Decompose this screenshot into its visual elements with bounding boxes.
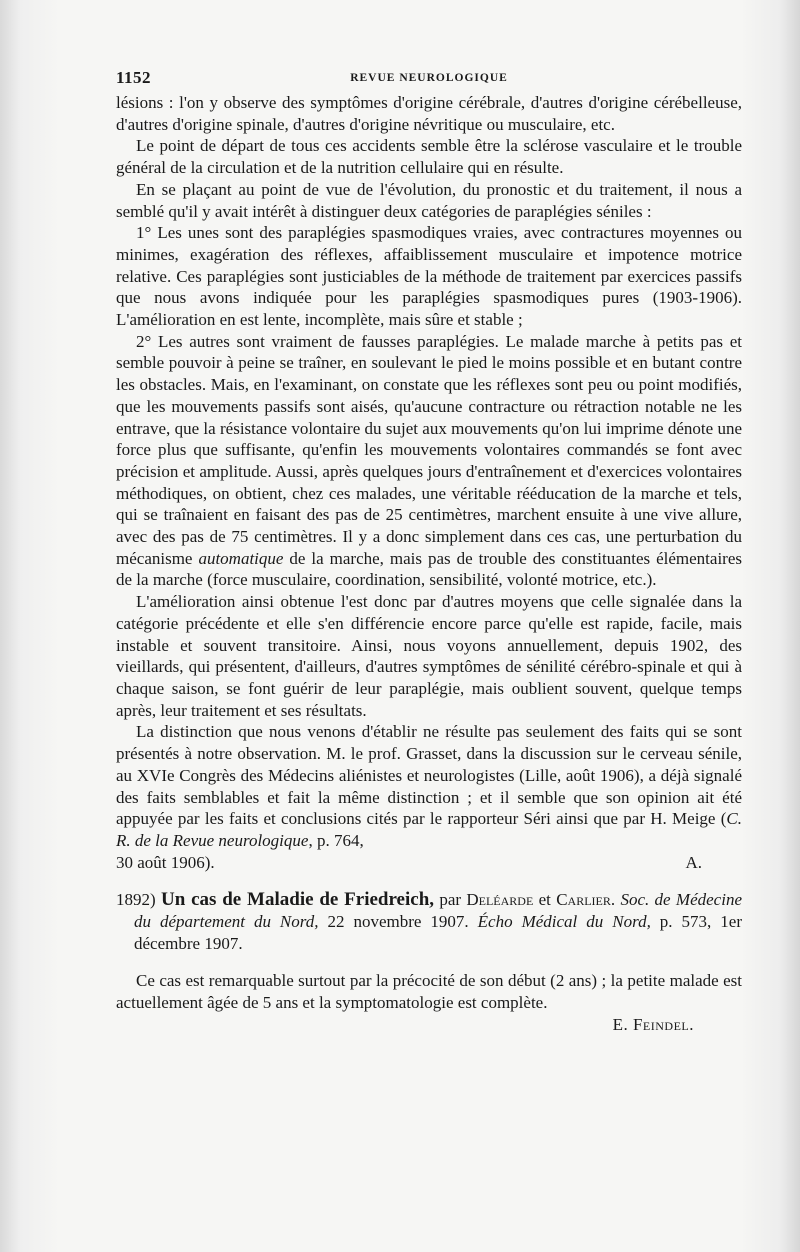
abstractor-line	[116, 1014, 742, 1036]
emphasis: automatique	[198, 548, 284, 568]
entry-abstract	[116, 970, 742, 1035]
journal-title: REVUE NEUROLOGIQUE	[350, 72, 508, 84]
connector: par	[434, 890, 467, 910]
article-continuation	[116, 92, 742, 873]
paragraph: L'amélioration ainsi obtenue l'est donc par d'autres moyens que celle signalée dans la catégorie précédente et elle s'en différencie encore parce qu'elle est rapide, facile, mais instable et souvent transitoire. Ainsi, nous voyons annuellement, depuis 1902, des vieillards, qui présentent, d'ailleurs, d'autres symptômes de sénilité cérébro-spinale et qui à chaque saison, se font guérir de leur paraplégie, mais oublient souvent, quelque temps après, leur traitement et ses résultats.	[116, 592, 742, 720]
author: Deléarde	[466, 890, 534, 910]
source-society: Soc. de Médecine du département du Nord,	[134, 890, 742, 932]
paragraph-text: 2° Les autres sont vraiment de fausses paraplégies. Le malade marche à petits pas et semble pouvoir à peine se traîner, en soulevant le pied le moins possible et en butant contre les obstacles. Mais, en l'examinant, on constate que les réflexes sont peu ou point modifiés, que les mouvements passifs sont aisés, qu'aucune contracture ou rétraction notable ne les entrave, que la résistance volontaire du sujet aux mouvements qu'on lui imprime dénote une force plus que suffisante, qu'enfin les mouvements volontaires commandés se font avec précision et amplitude. Aussi, après quelques jours d'entraînement et d'exercices volontaires méthodiques, on obtient, chez ces malades, une véritable rééducation de la marche et tels, qui se traînaient en faisant des pas de 25 centimètres, marchent ensuite à une vive allure, avec des pas de 75 centimètres. Il y a donc simplement dans ces cas, une perturbation du mécanisme	[116, 331, 742, 568]
paragraph: Ce cas est remarquable surtout par la précocité de son début (2 ans) ; la petite malade est actuellement âgée de 5 ans et la symptomatologie est complète.	[116, 971, 742, 1013]
author: Carlier	[556, 890, 611, 910]
paragraph: En se plaçant au point de vue de l'évolution, du pronostic et du traitement, il nous a semblé qu'il y avait intérêt à distinguer deux catégories de paraplégies séniles :	[116, 179, 742, 221]
entry-date: 22 novembre 1907.	[318, 912, 478, 932]
paragraph	[116, 721, 742, 851]
paragraph-text: 30 août 1906).	[116, 852, 215, 872]
entry-pages: p. 573, 1er décembre 1907.	[134, 912, 742, 953]
connector: et	[533, 890, 557, 910]
running-head	[116, 64, 742, 92]
entry-number: 1892)	[116, 890, 156, 910]
entry-title: Un cas de Maladie de Friedreich,	[160, 889, 435, 911]
article-signature: A.	[685, 852, 702, 872]
paragraph-text: de la marche, mais pas de trouble des constituantes élémentaires de la marche (force musculaire, coordination, sensibilité, volonté motrice, etc.).	[116, 548, 742, 590]
source-journal: Écho Médical du Nord,	[477, 912, 651, 932]
page-number: 1152	[116, 68, 152, 87]
entry-heading	[116, 889, 742, 954]
journal-page	[116, 64, 742, 1036]
bibliography-entry	[116, 889, 742, 1035]
paragraph-text: La distinction que nous venons d'établir ne résulte pas seulement des faits qui se sont présentés à notre observation. M. le prof. Grasset, dans la discussion sur le cerveau sénile, au XVIe Congrès des Médecins aliénistes et neurologistes (Lille, août 1906), a déjà signalé des faits semblables et fait la même distinction ; et il semble que son opinion ait été appuyée par les faits et conclusions cités par le rapporteur Séri ainsi que par H. Meige (	[116, 722, 742, 829]
paragraph: Le point de départ de tous ces accidents semble être la sclérose vasculaire et le trouble général de la circulation et de la nutrition cellulaire qui en résulte.	[116, 136, 742, 178]
abstractor-signature: E. Feindel.	[612, 1014, 694, 1034]
citation-reference: C. R. de la Revue neurologique	[116, 809, 742, 850]
separator: .	[610, 890, 621, 910]
signature-line	[116, 852, 742, 874]
paragraph: 1° Les unes sont des paraplégies spasmodiques vraies, avec contractures moyennes ou minimes, exagération des réflexes, affaiblissement musculaire et impotence motrice relative. Ces paraplégies sont justiciables de la méthode de traitement par exercices passifs que nous avons indiquée pour les paraplégies spasmodiques pures (1903-1906). L'amélioration en est lente, incomplète, mais sûre et stable ;	[116, 223, 742, 330]
paragraph-text: , p. 764,	[308, 830, 364, 850]
paragraph: lésions : l'on y observe des symptômes d'origine cérébrale, d'autres d'origine cérébelleuse, d'autres d'origine spinale, d'autres d'origine névritique ou musculaire, etc.	[116, 93, 742, 134]
paragraph	[116, 331, 742, 591]
